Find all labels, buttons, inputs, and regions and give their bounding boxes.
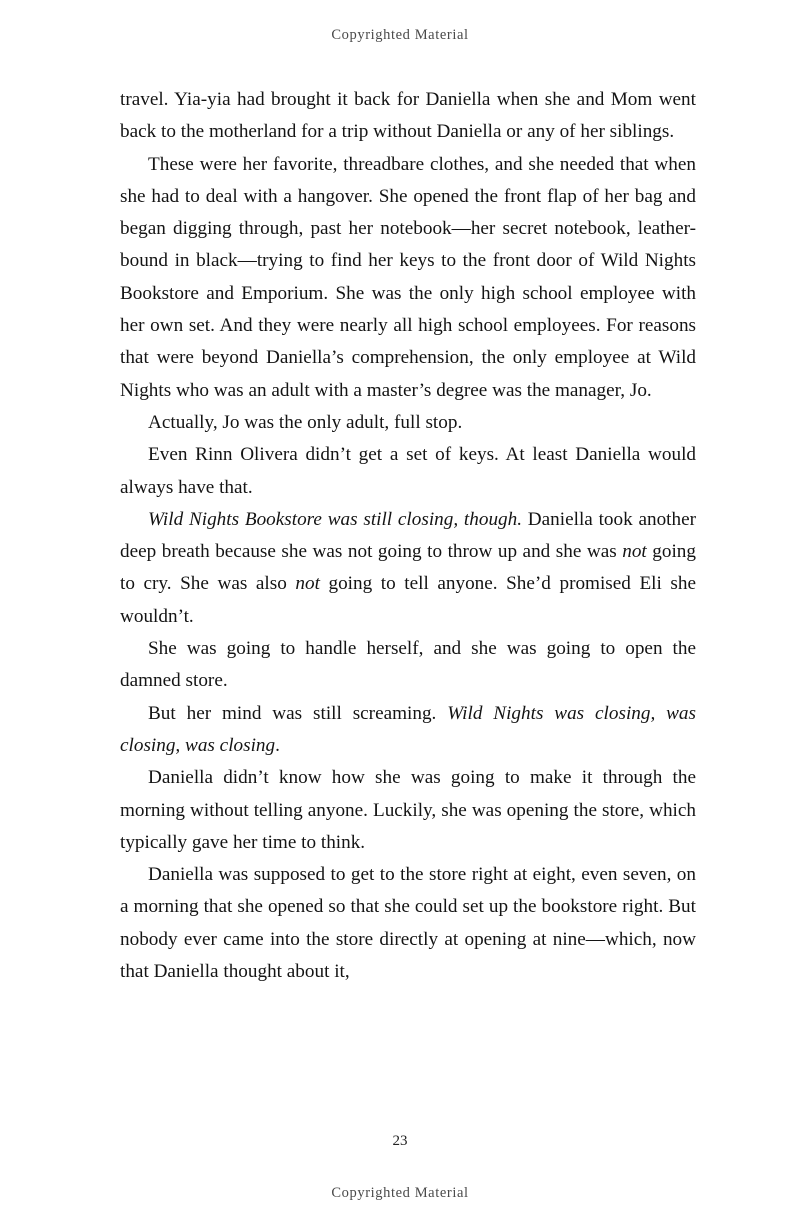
paragraph: These were her favorite, threadbare clothes, and she needed that when she had to deal with a hangover. She opened the front flap of her bag and began digging through, past her notebook—her secret notebook, leather-bound in black—trying to find her keys to the front door of Wild Nights Bookstore and Emporium. She was the only high school employee with her own set. And they were nearly all high school employees. For reasons that were beyond Daniella’s comprehension, the only employee at Wild Nights who was an adult with a master’s degree was the manager, Jo. [120,153,696,401]
paragraph: Actually, Jo was the only adult, full stop. [148,411,463,433]
paragraph: She was going to handle herself, and she was going to open the damned store. [120,638,696,692]
paragraph: But her mind was still screaming. Wild Nights was closing, was closing, was closing. [120,702,696,756]
copyright-watermark-top: Copyrighted Material [331,27,469,43]
paragraph: travel. Yia-yia had brought it back for Daniella when she and Mom went back to the motherland for a trip without Daniella or any of her siblings. [120,89,696,143]
page-number: 23 [392,1133,408,1149]
paragraph: Wild Nights Bookstore was still closing, though. Daniella took another deep breath because she was not going to throw up and she was not going to cry. She was also not going to tell anyone. She’d promised Eli she wouldn’t. [120,508,697,627]
paragraph: Daniella didn’t know how she was going to make it through the morning without telling anyone. Luckily, she was opening the store, which typically gave her time to think. [120,767,696,853]
paragraph: Daniella was supposed to get to the store right at eight, even seven, on a morning that she opened so that she could set up the bookstore right. But nobody ever came into the store directly at opening at nine—which, now that Daniella thought about it, [120,864,696,983]
paragraph: Even Rinn Olivera didn’t get a set of keys. At least Daniella would always have that. [120,444,696,498]
body-text [120,84,696,988]
copyright-watermark-bottom: Copyrighted Material [331,1185,469,1201]
